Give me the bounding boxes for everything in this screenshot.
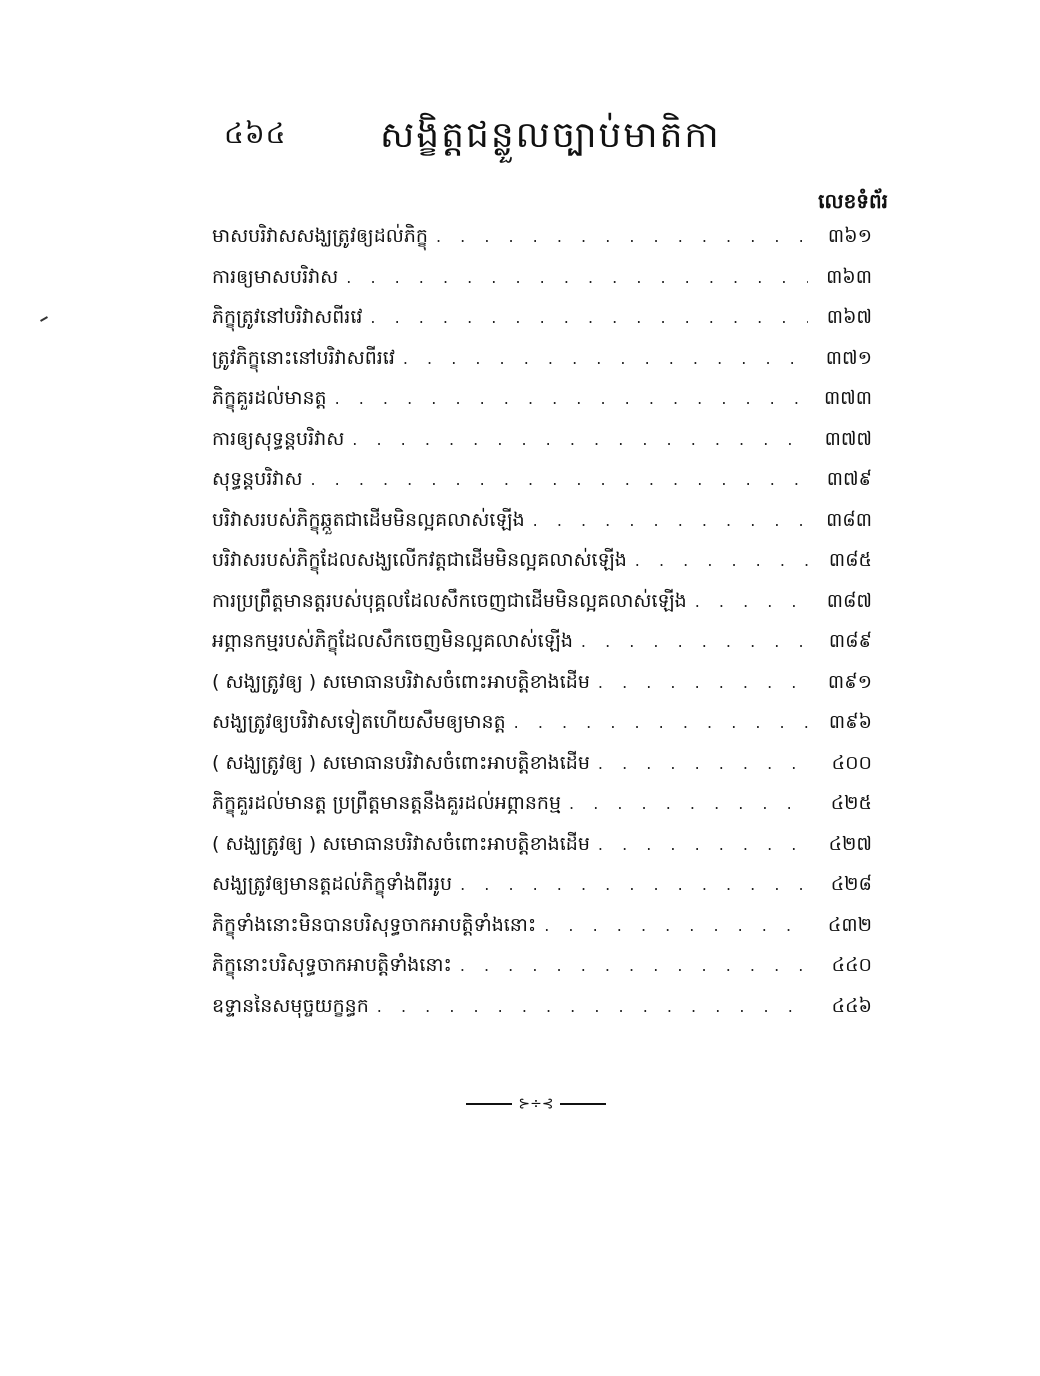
- toc-entry-title: បរិវាសរបស់ភិក្ខុឆ្កួតជាដើមមិនល្អគលាស់ឡើង: [212, 508, 525, 531]
- toc-entry: [212, 346, 872, 387]
- toc-entry-page: ៤២៧: [828, 832, 872, 855]
- toc-entry-title: ( សង្ឃត្រូវឲ្យ ) សមោធានបរិវាសចំពោះអាបត្តិខាងដើម: [212, 832, 590, 855]
- toc-entry-title: ( សង្ឃត្រូវឲ្យ ) សមោធានបរិវាសចំពោះអាបត្តិខាងដើម: [212, 751, 590, 774]
- toc-entry-page: ៣៨៧: [826, 589, 872, 612]
- toc-entry-title: ការប្រព្រឹត្តមានត្តរបស់បុគ្គលដែលសឹកចេញជាដើមមិនល្អគលាស់ឡើង: [212, 589, 687, 612]
- page-number: ៤៦៤: [224, 117, 287, 150]
- end-ornament: [466, 1094, 606, 1114]
- toc-entry: [212, 791, 872, 832]
- toc-entry-title: បរិវាសរបស់ភិក្ខុដែលសង្ឃលើកវត្តជាដើមមិនល្អគលាស់ឡើង: [212, 549, 627, 571]
- dot-leader: [533, 511, 808, 530]
- dot-leader: [310, 470, 808, 489]
- toc-entry-page: ៤២៥: [830, 792, 872, 814]
- ornament-line-left: [466, 1103, 512, 1105]
- toc-entry: [212, 913, 872, 954]
- toc-entry: [212, 629, 872, 670]
- toc-entry-title: ភិក្ខុត្រូវនៅបរិវាសពីរវេ: [212, 306, 363, 328]
- toc-entry-title: ការឲ្យសុទ្ធន្តបរិវាស: [212, 427, 345, 450]
- toc-entry-title: សង្ឃត្រូវឲ្យបរិវាសទៀតហើយសឹមឲ្យមានត្ត: [212, 711, 506, 733]
- dot-leader: [352, 430, 808, 449]
- stray-mark: [40, 316, 48, 322]
- toc-entry: [212, 994, 872, 1035]
- toc-entry: [212, 953, 872, 994]
- toc-entry-page: ៣៦១: [827, 225, 872, 247]
- toc-entry: [212, 305, 872, 346]
- page-column-header: លេខទំព័រ: [818, 189, 888, 213]
- toc-entry-title: ឧទ្ទាននៃសមុច្ចយក្ខន្ធក: [212, 994, 369, 1017]
- toc-entry: [212, 508, 872, 549]
- toc-entry-title: សង្ឃត្រូវឲ្យមានត្តដល់ភិក្ខុទាំងពីររូប: [212, 873, 453, 895]
- toc-entry-page: ៣៧១: [825, 346, 872, 369]
- toc-entry-title: ការឲ្យមាសបរិវាស: [212, 265, 339, 288]
- running-title: សង្ខិត្តជន្លួលច្បាប់មាតិកា: [380, 115, 721, 156]
- toc-entry-title: ភិក្ខុគួរដល់មានត្ត ប្រព្រឹត្តមានត្តនឹងគួរដល់អព្ភានកម្ម: [212, 792, 562, 814]
- dot-leader: [460, 875, 808, 894]
- toc-entry-title: សុទ្ធន្តបរិវាស: [212, 468, 303, 490]
- dot-leader: [635, 551, 808, 570]
- toc-entry-page: ៣៧៩: [826, 468, 872, 490]
- toc-entry: [212, 589, 872, 630]
- toc-entry: [212, 548, 872, 589]
- toc-entry-title: អព្ភានកម្មរបស់ភិក្ខុដែលសឹកចេញមិនល្អគលាស់ឡើង: [212, 630, 573, 652]
- toc-entry-title: ភិក្ខុទាំងនោះមិនបានបរិសុទ្ធចាកអាបត្តិទាំងនោះ: [212, 913, 537, 936]
- ornament-line-right: [560, 1103, 606, 1105]
- dot-leader: [335, 389, 808, 408]
- dot-leader: [377, 997, 808, 1016]
- dot-leader: [403, 349, 808, 368]
- toc-entry: [212, 427, 872, 468]
- toc-entry-page: ៣៦៣: [826, 265, 872, 288]
- toc-entry: [212, 751, 872, 792]
- toc-entry-title: ភិក្ខុនោះបរិសុទ្ធចាកអាបត្តិទាំងនោះ: [212, 954, 452, 976]
- toc-entry-page: ៤៤៦: [831, 994, 872, 1017]
- toc-entry-page: ៤៤០: [831, 954, 872, 976]
- toc-entry: [212, 265, 872, 306]
- toc-entry-page: ៣៧៧: [824, 427, 872, 450]
- dot-leader: [460, 956, 808, 975]
- toc-entry-page: ៤៣២: [827, 913, 872, 936]
- toc-entry-page: ៣៦៧: [826, 306, 872, 328]
- toc-entry: [212, 670, 872, 711]
- dot-leader: [598, 835, 808, 854]
- toc-entry-title: ( សង្ឃត្រូវឲ្យ ) សមោធានបរិវាសចំពោះអាបត្តិខាងដើម: [212, 670, 590, 693]
- dot-leader: [370, 308, 808, 327]
- table-of-contents: [212, 224, 872, 1034]
- toc-entry-page: ៣៩៦: [828, 711, 872, 733]
- toc-entry-page: ៣៨៣: [826, 508, 872, 531]
- dot-leader: [514, 713, 808, 732]
- toc-entry: [212, 224, 872, 265]
- toc-entry: [212, 386, 872, 427]
- dot-leader: [436, 227, 808, 246]
- toc-entry-page: ៣៩១: [827, 670, 872, 693]
- toc-entry-page: ៤២៨: [830, 873, 872, 895]
- toc-entry: [212, 832, 872, 873]
- toc-entry-title: មាសបរិវាសសង្ឃត្រូវឲ្យដល់ភិក្ខុ: [212, 225, 428, 247]
- toc-entry-page: ៤០០: [831, 751, 872, 774]
- toc-entry: [212, 710, 872, 751]
- toc-entry: [212, 467, 872, 508]
- dot-leader: [346, 268, 808, 287]
- dot-leader: [569, 794, 808, 813]
- toc-entry-page: ៣៨៥: [828, 549, 872, 571]
- toc-entry: [212, 872, 872, 913]
- dot-leader: [581, 632, 808, 651]
- toc-entry-title: ត្រូវភិក្ខុនោះនៅបរិវាសពីរវេ: [212, 346, 395, 369]
- toc-entry-page: ៣៧៣: [823, 387, 872, 409]
- dot-leader: [695, 592, 808, 611]
- toc-entry-page: ៣៨៩: [828, 630, 872, 652]
- toc-entry-title: ភិក្ខុគួរដល់មានត្ត: [212, 387, 327, 409]
- dot-leader: [544, 916, 808, 935]
- dot-leader: [598, 673, 808, 692]
- dot-leader: [598, 754, 808, 773]
- ornament-mark: ⊱÷⊰: [518, 1096, 554, 1112]
